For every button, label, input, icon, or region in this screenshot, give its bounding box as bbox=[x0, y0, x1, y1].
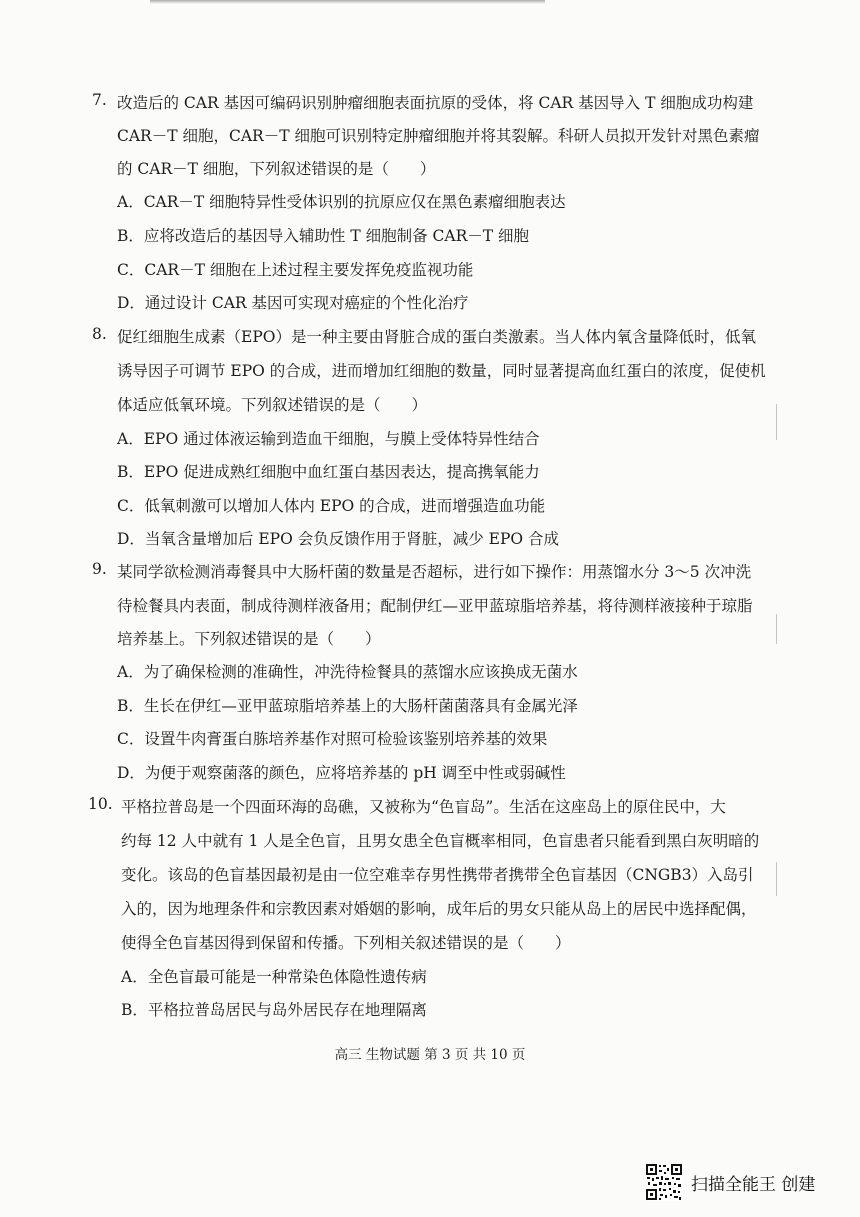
qr-code-icon bbox=[645, 1163, 683, 1201]
scanner-watermark bbox=[645, 1162, 815, 1202]
option-a: A．为了确保检测的准确性，冲洗待检餐具的蒸馏水应该换成无菌水 bbox=[117, 663, 578, 681]
question-stem-line: 变化。该岛的色盲基因最初是由一位空难幸存男性携带者携带全色盲基因（CNGB3）入岛引 bbox=[121, 866, 754, 884]
question-stem-line: 体适应低氧环境。下列叙述错误的是（ ） bbox=[117, 396, 428, 414]
option-b: B．EPO 促进成熟红细胞中血红蛋白基因表达，提高携氧能力 bbox=[117, 463, 540, 481]
question-stem-line: 待检餐具内表面，制成待测样液备用；配制伊红—亚甲蓝琼脂培养基，将待测样液接种于琼脂 bbox=[117, 597, 753, 615]
question-stem-line: CAR－T 细胞，CAR－T 细胞可识别特定肿瘤细胞并将其裂解。科研人员拟开发针对黑色素瘤 bbox=[117, 127, 760, 145]
option-a: A．EPO 通过体液运输到造血干细胞，与膜上受体特异性结合 bbox=[117, 430, 540, 448]
question-stem-line: 培养基上。下列叙述错误的是（ ） bbox=[117, 630, 381, 648]
question-stem-line: 约每 12 人中就有 1 人是全色盲，且男女患全色盲概率相同，色盲患者只能看到黑白灰明暗的 bbox=[121, 832, 760, 850]
option-c: C．CAR－T 细胞在上述过程主要发挥免疫监视功能 bbox=[117, 261, 474, 279]
question-stem-line: 使得全色盲基因得到保留和传播。下列相关叙述错误的是（ ） bbox=[121, 934, 571, 952]
question-stem-line: 诱导因子可调节 EPO 的合成，进而增加红细胞的数量，同时显著提高血红蛋白的浓度，促使机 bbox=[117, 362, 766, 380]
question-number: 7. bbox=[92, 91, 107, 109]
option-d: D．通过设计 CAR 基因可实现对癌症的个性化治疗 bbox=[117, 294, 469, 312]
question-stem-line: 平格拉普岛是一个四面环海的岛礁，又被称为“色盲岛”。生活在这座岛上的原住民中，大 bbox=[121, 798, 726, 816]
watermark-text: 扫描全能王 创建 bbox=[691, 1174, 816, 1195]
option-a: A．全色盲最可能是一种常染色体隐性遗传病 bbox=[121, 968, 427, 986]
question-number: 9. bbox=[92, 560, 107, 578]
option-b: B．应将改造后的基因导入辅助性 T 细胞制备 CAR－T 细胞 bbox=[117, 227, 530, 245]
question-number: 10. bbox=[88, 795, 113, 813]
question-number: 8. bbox=[92, 325, 107, 343]
option-b: B．生长在伊红—亚甲蓝琼脂培养基上的大肠杆菌菌落具有金属光泽 bbox=[117, 697, 578, 715]
option-c: C．低氧刺激可以增加人体内 EPO 的合成，进而增强造血功能 bbox=[117, 497, 546, 515]
question-stem-line: 促红细胞生成素（EPO）是一种主要由肾脏合成的蛋白类激素。当人体内氧含量降低时，低氧 bbox=[117, 328, 756, 346]
option-a: A．CAR－T 细胞特异性受体识别的抗原应仅在黑色素瘤细胞表达 bbox=[117, 193, 566, 211]
question-stem-line: 入的，因为地理条件和宗教因素对婚姻的影响，成年后的男女只能从岛上的居民中选择配偶， bbox=[121, 900, 757, 918]
question-stem-line: 改造后的 CAR 基因可编码识别肿瘤细胞表面抗原的受体，将 CAR 基因导入 T 细胞成功构建 bbox=[117, 94, 754, 112]
option-b: B．平格拉普岛居民与岛外居民存在地理隔离 bbox=[121, 1001, 427, 1019]
question-stem-line: 某同学欲检测消毒餐具中大肠杆菌的数量是否超标，进行如下操作：用蒸馏水分 3～5 次冲洗 bbox=[117, 563, 752, 581]
page-footer: 高三 生物试题 第 3 页 共 10 页 bbox=[334, 1047, 526, 1063]
option-d: D．当氧含量增加后 EPO 会负反馈作用于肾脏，减少 EPO 合成 bbox=[117, 530, 560, 548]
option-c: C．设置牛肉膏蛋白胨培养基作对照可检验该鉴别培养基的效果 bbox=[117, 730, 548, 748]
option-d: D．为便于观察菌落的颜色，应将培养基的 pH 调至中性或弱碱性 bbox=[117, 764, 566, 782]
question-stem-line: 的 CAR－T 细胞，下列叙述错误的是（ ） bbox=[117, 160, 436, 178]
